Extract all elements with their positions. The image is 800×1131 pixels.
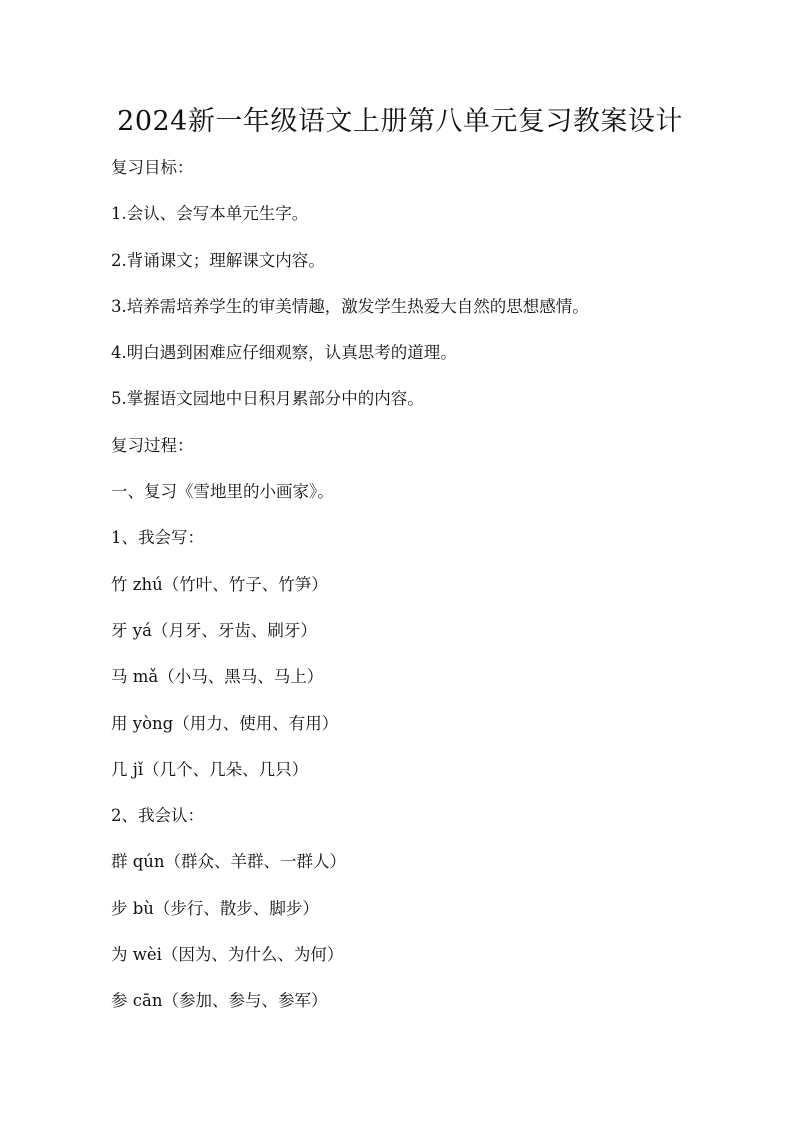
- character-entry: 群 qún（群众、羊群、一群人）: [111, 852, 347, 872]
- section-heading-goals: 复习目标：: [111, 158, 194, 177]
- goal-item: 1.会认、会写本单元生字。: [111, 204, 309, 224]
- character-entry: 牙 yá（月牙、牙齿、刷牙）: [111, 620, 317, 640]
- goal-item: 5.掌握语文园地中日积月累部分中的内容。: [111, 389, 424, 409]
- document-title: 2024新一年级语文上册第八单元复习教案设计: [117, 106, 683, 137]
- goal-item: 2.背诵课文；理解课文内容。: [111, 250, 325, 270]
- subsection-heading-recognize: 2、我会认：: [111, 806, 204, 826]
- character-entry: 步 bù（步行、散步、脚步）: [111, 898, 319, 918]
- lesson-heading: 一、复习《雪地里的小画家》。: [111, 482, 334, 502]
- goal-item: 4.明白遇到困难应仔细观察，认真思考的道理。: [111, 343, 457, 363]
- character-entry: 几 jǐ（几个、几朵、几只）: [111, 759, 309, 779]
- character-entry: 马 mǎ（小马、黑马、马上）: [111, 667, 324, 687]
- subsection-heading-write: 1、我会写：: [111, 528, 204, 548]
- section-heading-process: 复习过程：: [111, 435, 194, 455]
- document-body: [111, 156, 589, 1036]
- goal-item: 3.培养需培养学生的审美情趣，激发学生热爱大自然的思想感情。: [111, 296, 589, 316]
- character-entry: 竹 zhú（竹叶、竹子、竹笋）: [111, 574, 328, 594]
- character-entry: 为 wèi（因为、为什么、为何）: [111, 945, 344, 965]
- character-entry: 用 yòng（用力、使用、有用）: [111, 713, 339, 733]
- character-entry: 参 cān（参加、参与、参军）: [111, 991, 328, 1011]
